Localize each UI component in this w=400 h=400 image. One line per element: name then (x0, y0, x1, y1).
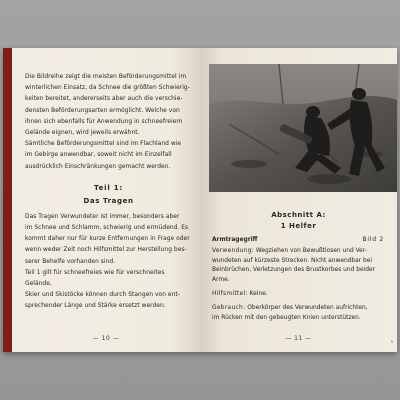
aids-text: Keine. (247, 290, 268, 297)
intro-line: winterlichen Einsatz, da Schnee die größten Schwierig- (25, 85, 190, 92)
aids-block (212, 290, 390, 300)
heading-part-title: Das Tragen (83, 196, 134, 205)
photograph-stretcher-carry (209, 64, 397, 192)
body-line: wenn weder Zeit noch Hilfsmittel zur Herstellung bes- (25, 247, 187, 254)
usage-text: Wegziehen von Bewußtlosen und Ver- (254, 247, 367, 254)
intro-line: densten Beförderungsarten ermöglicht. Welche von (25, 107, 180, 114)
grip-name: Armtragegriff (212, 237, 258, 243)
use-block (212, 304, 390, 324)
body-line: kommt daher nur für kurze Entfernungen in Frage oder (25, 236, 190, 243)
right-page-body (212, 236, 390, 327)
intro-line: keiten bereitet, andererseits aber auch die verschie- (25, 96, 183, 103)
section-heading (25, 182, 192, 208)
usage-text: Arme. (212, 277, 230, 284)
heading-part-number: Teil 1: (93, 183, 124, 192)
usage-text: Beinbrüchen, Verletzungen des Brustkorbes und beider (212, 267, 375, 274)
booklet-spread (3, 48, 397, 352)
use-text: im Rücken mit den gebeugten Knien unterstützen. (212, 314, 361, 321)
left-page-body (25, 72, 192, 313)
intro-line: ihnen sich ebenfalls für Anwendung in schneefreiem (25, 118, 183, 125)
body-line: im Schnee und Schlamm, schwierig und ermüdend. Es (25, 225, 189, 232)
use-text: Oberkörper des Verwundeten aufrichten, (245, 304, 368, 311)
body-line: Das Tragen Verwundeter ist immer, besonders aber (25, 213, 180, 220)
intro-line: Gelände eignen, wird jeweils erwähnt. (25, 130, 140, 137)
intro-line: im Gebirge anwendbar, soweit nicht im Einzelfall (25, 152, 172, 159)
usage-label: Verwendung: (212, 247, 255, 254)
intro-line: Die Bildreihe zeigt die meisten Beförderungsmittel im (25, 74, 187, 80)
intro-line: Sämtliche Beförderungsmittel sind im Flachland wie (25, 141, 182, 148)
page-number-left: — 10 — (92, 335, 120, 342)
usage-text: wundeten auf kürzeste Strecken. Nicht anwendbar bei (212, 257, 373, 264)
figure-reference: Bild 2 (362, 237, 384, 243)
photo-illustration (209, 64, 397, 192)
intro-line: ausdrücklich Einschränkungen gemacht werden. (25, 163, 171, 170)
aids-label: Hilfsmittel: (212, 290, 248, 297)
body-line: Skier und Skistöcke können durch Stangen von ent- (25, 292, 180, 299)
section-title (200, 210, 397, 232)
usage-block (212, 247, 390, 286)
grip-header-row (212, 236, 390, 246)
section-title-helpers: 1 Helfer (280, 222, 317, 230)
right-page (200, 48, 397, 352)
left-page (3, 48, 200, 352)
body-line: sprechender Länge und Stärke ersetzt werden. (25, 303, 166, 310)
body-line: serer Behelfe vorhanden sind. (25, 258, 116, 265)
corner-signature-mark: 5 (390, 340, 393, 344)
page-number-right: — 11 — (285, 335, 312, 342)
use-label: Gebrauch: (212, 304, 246, 311)
body-line: Teil 1 gilt für schneefreies wie für verschneites Gelände, (25, 269, 165, 288)
section-title-abschnitt: Abschnitt A: (271, 211, 326, 219)
